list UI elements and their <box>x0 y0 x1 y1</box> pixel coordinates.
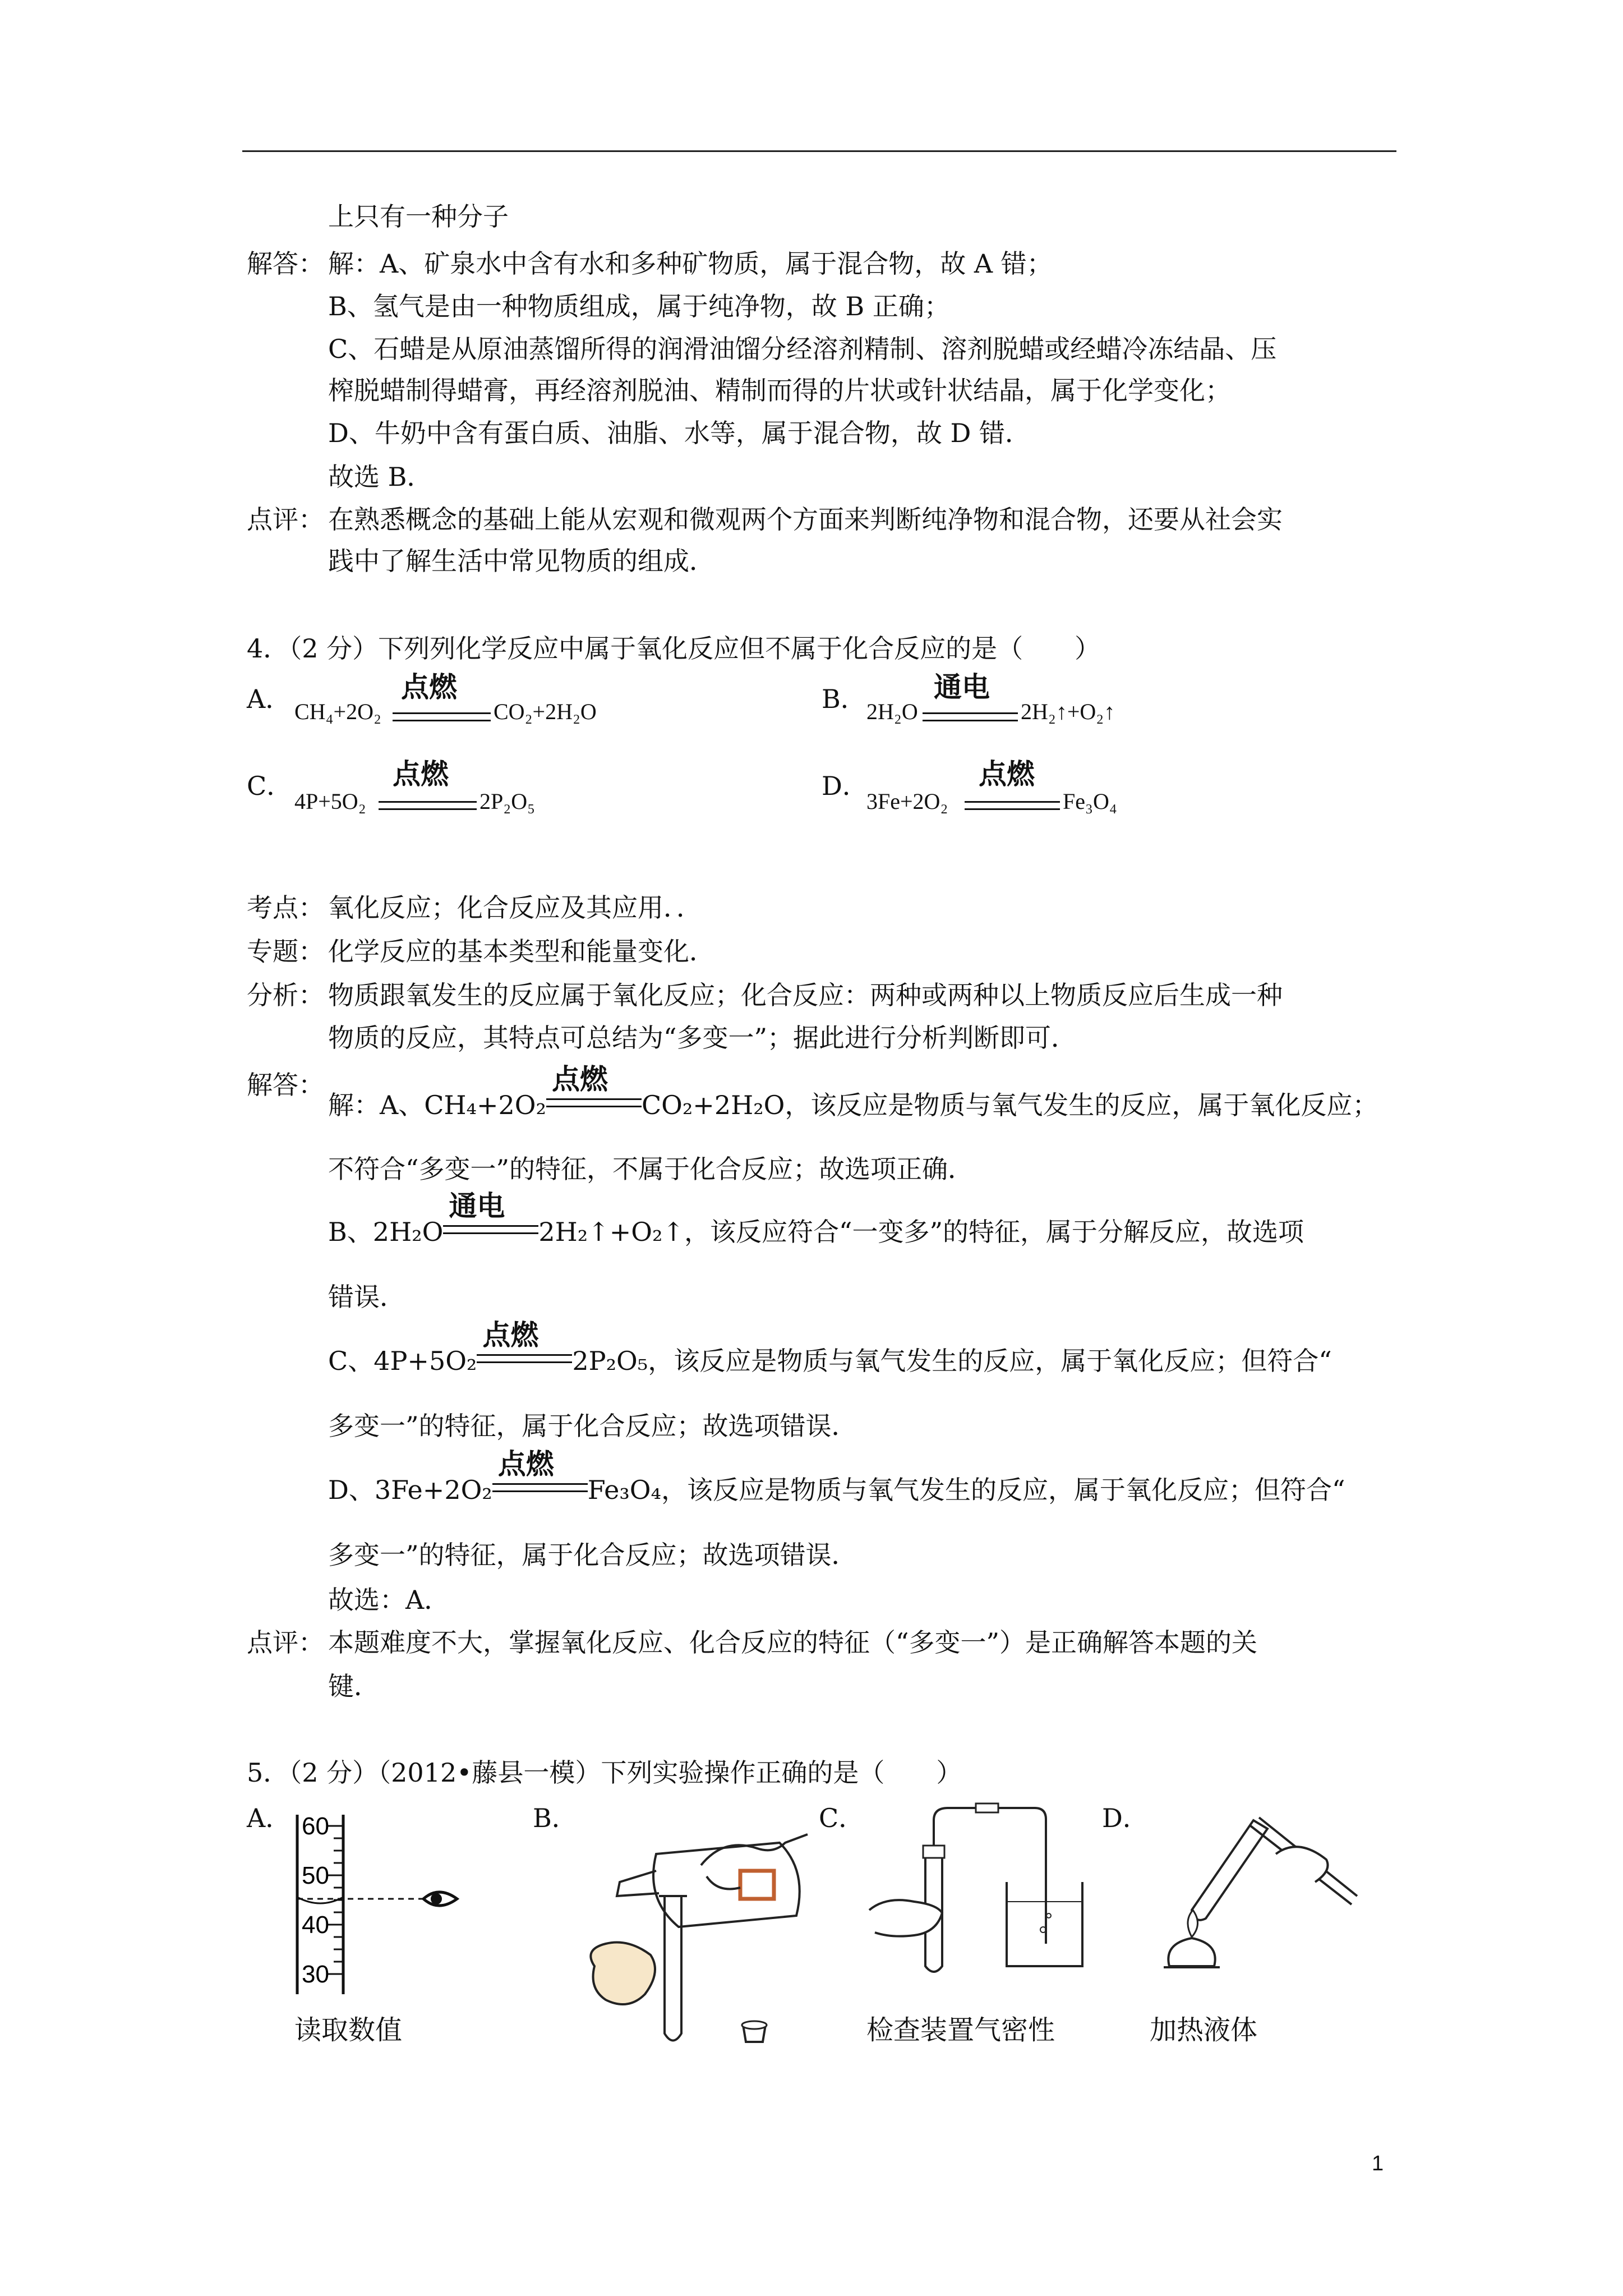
q4-analysis-2: 物质的反应，其特点可总结为“多变一”；据此进行分析判断即可． <box>328 1023 1077 1053</box>
q4-answer-a-condition: 点燃 <box>551 1063 608 1096</box>
q4-option-b-condition: 通电 <box>934 671 990 703</box>
q4-option-d-equals <box>965 801 1060 810</box>
q4-answer-c-post: 2P₂O₅，该反应是物质与氧气发生的反应，属于氧化反应；但符合“ <box>572 1346 1332 1376</box>
q4-answer-d-line <box>328 1448 1345 1507</box>
q4-option-a-equals <box>393 712 491 721</box>
q4-answer-d-equals <box>492 1483 588 1492</box>
q5-option-c-label: C． <box>819 1803 865 1833</box>
q4-answer-d-pre: D、3Fe+2O₂ <box>328 1475 492 1505</box>
eye-icon <box>423 1892 457 1906</box>
q4-answer-b-2: 错误． <box>328 1282 405 1312</box>
q4-stem: 4．（2 分）下列列化学反应中属于氧化反应但不属于化合反应的是（ ） <box>247 633 1101 664</box>
q4-comment-1: 本题难度不大，掌握氧化反应、化合反应的特征（“多变一”）是正确解答本题的关 <box>328 1627 1258 1658</box>
q3-comment-label: 点评： <box>247 504 324 535</box>
q4-answer-b-condition: 通电 <box>449 1190 505 1222</box>
q4-answer-d-arrow <box>492 1448 588 1507</box>
q3-answer-b: B、氢气是由一种物质组成，属于纯净物，故 B 正确； <box>328 291 950 321</box>
hand-icon <box>591 1834 808 2004</box>
test-tube-icon <box>659 1896 687 2041</box>
test-tube-icon <box>1192 1820 1267 1920</box>
q4-option-a-left: CH₄+2O₂ <box>294 699 381 724</box>
q4-answer-d-post: Fe₃O₄，该反应是物质与氧气发生的反应，属于氧化反应；但符合“ <box>587 1475 1345 1505</box>
q5-caption-c: 检查装置气密性 <box>866 2014 1055 2046</box>
q4-answer-b-arrow <box>443 1190 538 1249</box>
q4-answer-label: 解答： <box>247 1070 324 1100</box>
q3-comment-1: 在熟悉概念的基础上能从宏观和微观两个方面来判断纯净物和混合物，还要从社会实 <box>328 504 1283 535</box>
q4-answer-b-post: 2H₂↑+O₂↑，该反应符合“一变多”的特征，属于分解反应，故选项 <box>538 1217 1304 1247</box>
q4-answer-a-pre: 解：A、CH₄+2O₂ <box>328 1090 546 1120</box>
q4-option-b-label: B． <box>822 684 866 714</box>
q3-continuation: 上只有一种分子 <box>328 201 509 232</box>
airtightness-apparatus-figure <box>852 1798 1088 1983</box>
q3-choice: 故选 B． <box>328 462 433 492</box>
tick-label-40: 40 <box>302 1911 329 1939</box>
q4-answer-d-condition: 点燃 <box>497 1448 554 1480</box>
q4-kaodian: 氧化反应；化合反应及其应用．． <box>328 892 702 923</box>
q4-option-a-condition: 点燃 <box>401 671 457 703</box>
q3-answer-c1: C、石蜡是从原油蒸馏所得的润滑油馏分经溶剂精制、溶剂脱蜡或经蜡冷冻结晶、压 <box>328 334 1277 364</box>
q4-option-d-condition: 点燃 <box>979 758 1035 790</box>
q4-zhuanti: 化学反应的基本类型和能量变化． <box>328 936 715 967</box>
q4-option-c-label: C． <box>247 771 293 801</box>
q4-answer-c-equals <box>477 1354 572 1363</box>
q4-option-a-right: CO₂+2H₂O <box>494 699 597 724</box>
q4-answer-c-arrow <box>477 1319 572 1378</box>
stopper-icon <box>742 2021 767 2042</box>
q4-analysis-label: 分析： <box>247 980 324 1010</box>
q4-answer-b-line <box>328 1190 1304 1249</box>
q4-option-a-label: A． <box>247 684 292 714</box>
q4-option-d-label: D． <box>822 771 868 801</box>
q4-option-b-right: 2H₂↑+O₂↑ <box>1021 699 1115 724</box>
q3-answer-d: D、牛奶中含有蛋白质、油脂、水等，属于混合物，故 D 错． <box>328 418 1031 448</box>
hand-icon <box>869 1900 942 1936</box>
q4-answer-d-2: 多变一”的特征，属于化合反应；故选项错误． <box>328 1540 857 1570</box>
q4-answer-a-2: 不符合“多变一”的特征，不属于化合反应；故选项正确． <box>328 1154 974 1184</box>
header-rule <box>242 150 1396 152</box>
reagent-bottle-icon <box>617 1843 800 1927</box>
q5-option-a-label: A． <box>247 1803 292 1833</box>
q5-stem: 5．（2 分）（2012•藤县一模）下列实验操作正确的是（ ） <box>247 1757 962 1788</box>
q4-answer-c-condition: 点燃 <box>482 1319 539 1351</box>
q4-option-b-left: 2H₂O <box>866 699 918 724</box>
q4-choice: 故选：A． <box>328 1585 450 1615</box>
q4-answer-a-post: CO₂+2H₂O，该反应是物质与氧气发生的反应，属于氧化反应； <box>641 1090 1378 1120</box>
q4-answer-a-line <box>328 1063 1378 1122</box>
q4-option-b-equals <box>923 712 1018 721</box>
q4-option-d-left: 3Fe+2O₂ <box>866 789 948 814</box>
page-number: 1 <box>1372 2152 1384 2175</box>
q5-option-d-label: D． <box>1102 1803 1149 1833</box>
q4-answer-c-pre: C、4P+5O₂ <box>328 1346 477 1376</box>
graduated-cylinder-figure <box>280 1809 471 2000</box>
q4-option-d-right: Fe₃O₄ <box>1063 789 1117 814</box>
tick-label-30: 30 <box>302 1961 329 1988</box>
pouring-liquid-figure <box>572 1832 836 2062</box>
q4-answer-b-equals <box>443 1225 538 1234</box>
q4-option-c-left: 4P+5O₂ <box>294 789 366 814</box>
q4-analysis-1: 物质跟氧发生的反应属于氧化反应；化合反应：两种或两种以上物质反应后生成一种 <box>328 980 1283 1010</box>
q4-option-c-equals <box>379 801 477 810</box>
alcohol-lamp-icon <box>1164 1910 1220 1967</box>
tick-label-50: 50 <box>302 1862 329 1889</box>
q4-answer-a-arrow <box>546 1063 642 1122</box>
q4-comment-2: 键． <box>328 1671 380 1701</box>
q4-option-c-condition: 点燃 <box>393 758 449 790</box>
q3-comment-2: 践中了解生活中常见物质的组成． <box>328 546 715 576</box>
q4-comment-label: 点评： <box>247 1627 324 1658</box>
q4-kaodian-label: 考点： <box>247 892 324 923</box>
beaker-icon <box>1007 1882 1082 1966</box>
q3-answer-a: 解：A、矿泉水中含有水和多种矿物质，属于混合物，故 A 错； <box>328 249 1053 279</box>
q4-option-c-right: 2P₂O₅ <box>479 789 536 814</box>
tick-label-60: 60 <box>302 1812 329 1840</box>
q3-answer-label: 解答： <box>247 249 324 279</box>
q5-caption-a: 读取数值 <box>294 2014 403 2046</box>
heating-liquid-figure <box>1141 1803 1366 1989</box>
q4-answer-a-equals <box>546 1098 642 1107</box>
q5-caption-d: 加热液体 <box>1150 2014 1258 2046</box>
q4-answer-b-pre: B、2H₂O <box>328 1217 444 1247</box>
q4-answer-c-line <box>328 1319 1332 1378</box>
q4-zhuanti-label: 专题： <box>247 936 324 967</box>
q3-answer-c2: 榨脱蜡制得蜡膏，再经溶剂脱油、精制而得的片状或针状结晶，属于化学变化； <box>328 375 1231 406</box>
q4-answer-c-2: 多变一”的特征，属于化合反应；故选项错误． <box>328 1411 857 1441</box>
q5-option-b-label: B． <box>533 1803 578 1833</box>
